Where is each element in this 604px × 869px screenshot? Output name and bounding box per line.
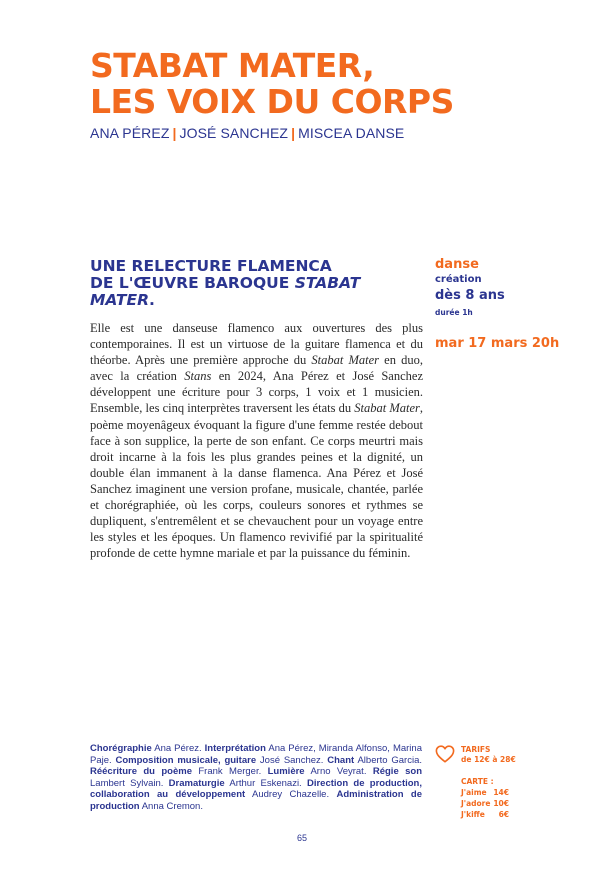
team-names: José Sanchez. [256, 754, 328, 766]
team-names: Arno Veyrat. [304, 766, 373, 778]
carte-price: 10€ [493, 799, 509, 808]
page-number: 65 [296, 833, 307, 843]
team-role: Régie son [372, 766, 422, 778]
credit-separator: | [172, 125, 177, 141]
page-title [90, 48, 510, 120]
subheading-line-2 [90, 275, 410, 292]
duration-label: durée 1h [435, 308, 473, 317]
carte-row [461, 787, 509, 798]
pricing-tarifs [461, 745, 516, 765]
performance-date: mar 17 mars 20h [435, 336, 560, 351]
artist-credits [90, 125, 404, 141]
title-line-1: STABAT MATER, [90, 46, 375, 85]
team-names: Ana Pérez, Miranda Alfonso, Marina Paje. [90, 743, 422, 766]
age-label: dès 8 ans [435, 288, 505, 303]
carte-price: 6€ [498, 810, 509, 819]
subheading-line-2-text: DE L'ŒUVRE BAROQUE [90, 274, 295, 292]
tarifs-label: TARIFS [461, 745, 491, 754]
genre-label: danse [435, 257, 479, 272]
team-role: Dramaturgie [168, 777, 225, 789]
carte-option: J'kiffe [461, 810, 485, 819]
team-names: Frank Merger. [191, 766, 268, 778]
team-names: Anna Cremon. [139, 800, 203, 812]
credit-name: ANA PÉREZ [90, 125, 170, 141]
creation-label: création [435, 274, 482, 285]
team-credits [90, 743, 422, 813]
credit-name: JOSÉ SANCHEZ [179, 125, 289, 141]
team-role: Administration de production [90, 789, 422, 812]
body-text: en 2024, Ana Pérez et José Sanchez développent une écriture pour 3 corps, 1 voix et 1 musicien. Ensemble, les cinq interprètes traversent les états du [90, 369, 424, 416]
subheading-line-3 [90, 292, 410, 309]
team-role: Lumière [267, 766, 305, 778]
show-meta [435, 257, 505, 319]
carte-row [461, 809, 509, 820]
carte-row [461, 798, 509, 809]
team-role: Interprétation [204, 743, 266, 754]
team-role: Réécriture du poème [90, 766, 192, 778]
team-names: Audrey Chazelle. [245, 789, 337, 801]
carte-label: CARTE : [461, 777, 494, 786]
body-text: Elle est une danseuse flamenco aux ouvertures des plus contemporaines. Il est un virtuose de la guitare flamenca et du théorbe. Après une première approche du [90, 321, 423, 368]
team-names: Alberto Garcia. [354, 754, 422, 766]
title-line-2: LES VOIX DU CORPS [90, 82, 454, 121]
heart-icon [435, 745, 455, 763]
carte-option: J'aime [461, 788, 487, 797]
body-text: en duo, avec la création [90, 353, 423, 384]
subheading-line-1: UNE RELECTURE FLAMENCA [90, 257, 332, 275]
subheading-period: . [149, 291, 155, 309]
section-subheading [90, 258, 410, 309]
body-emphasis: Stans [184, 369, 212, 384]
carte-price: 14€ [493, 788, 509, 797]
subheading-work-title: STABAT [294, 274, 361, 292]
credit-separator: | [291, 125, 296, 141]
credit-name: MISCEA DANSE [298, 125, 405, 141]
body-emphasis: Stabat Mater [311, 353, 380, 368]
team-names: Lambert Sylvain. [90, 777, 169, 789]
subheading-work-title-end: MATER [90, 291, 150, 309]
body-text: , poème moyenâgeux évoquant la figure d'une femme restée debout face à son supplice, la perte de son enfant. Ce corps meurtri mais droit incarne à la fois les plus grandes peines et la dignité, un double élan immanent à la danse flamenca. Ana Pérez et José Sanchez imaginent une version profane, musicale, chantée, parlée et chorégraphiée, où les corps, couleurs sonores et rythmes se dupliquent, s'entremêlent et se chevauchent pour un voyage entre les styles et les époques. Un flamenco revivifié par la spiritualité profonde de cette hymne mariale et par la puissance du féminin. [90, 401, 423, 561]
tarifs-range: de 12€ à 28€ [461, 755, 516, 764]
team-names: Ana Pérez. [151, 743, 205, 754]
team-role: Chant [327, 754, 355, 766]
team-role: Chorégraphie [90, 743, 152, 754]
carte-option: J'adore [461, 799, 491, 808]
description-paragraph [90, 320, 423, 561]
team-names: Arthur Eskenazi. [224, 777, 307, 789]
team-role: Direction de production, collaboration au développement [90, 777, 423, 801]
team-role: Composition musicale, guitare [115, 754, 257, 766]
body-emphasis: Stabat Mater [354, 401, 420, 416]
pricing-carte [461, 776, 509, 820]
